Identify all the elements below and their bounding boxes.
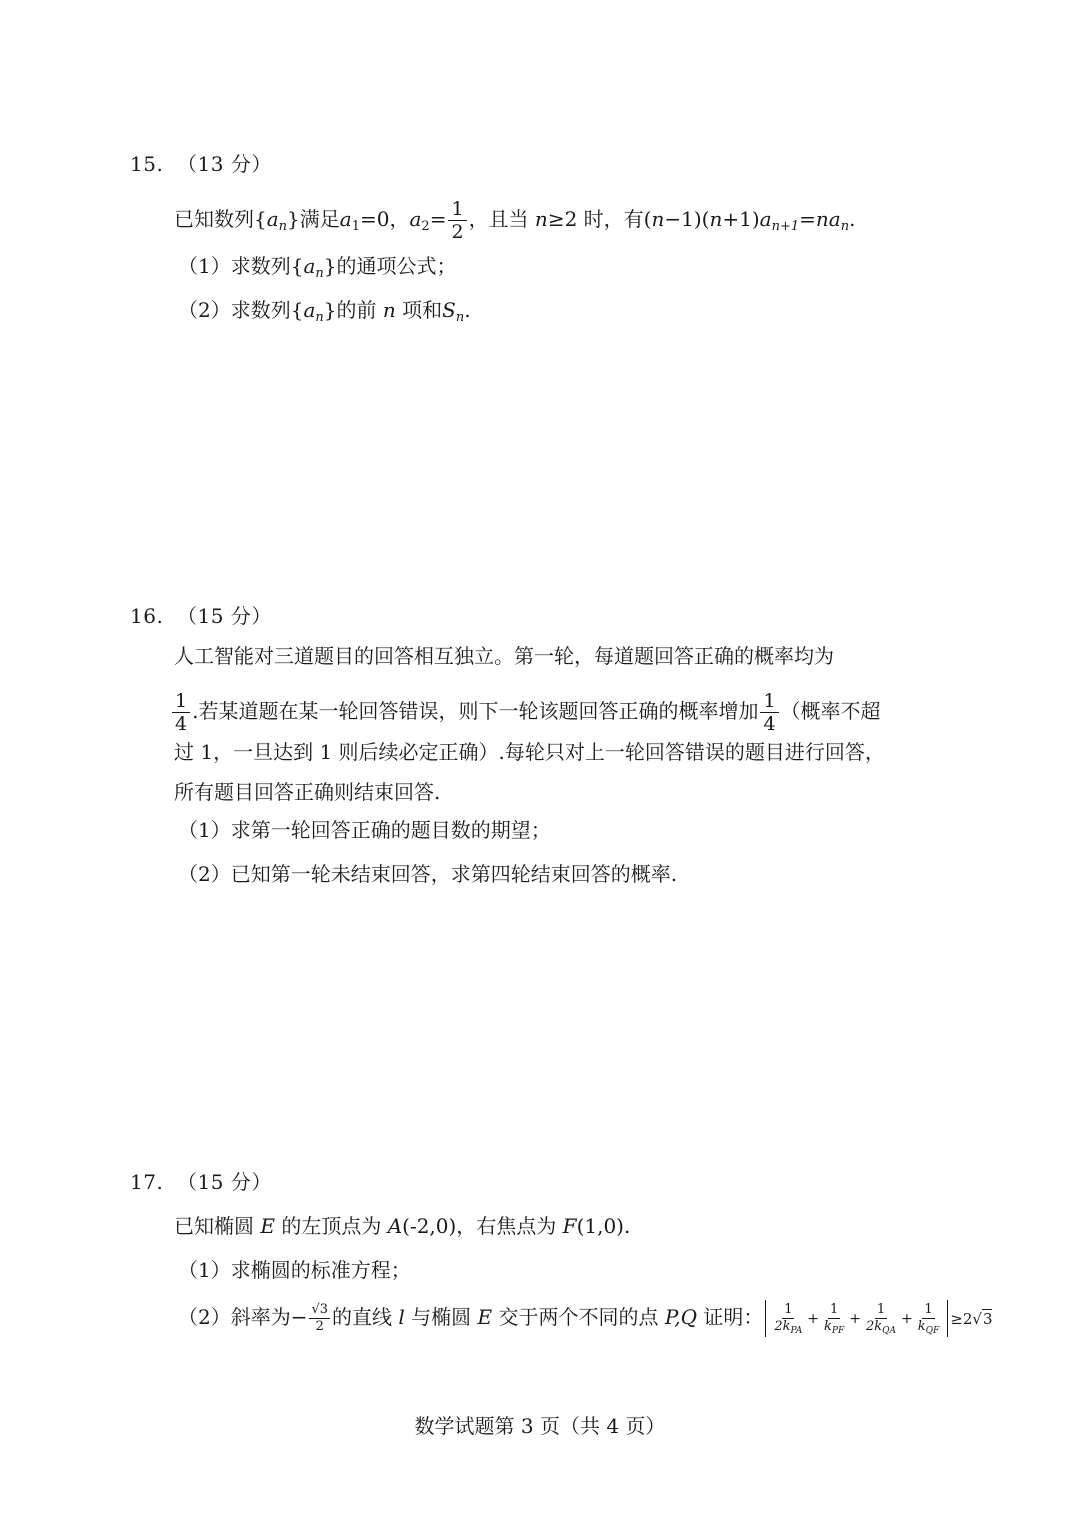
var-n: n <box>382 298 396 322</box>
var-n: n <box>534 207 548 231</box>
q17-number: 17. <box>130 1170 164 1194</box>
fraction-denominator: 4 <box>175 713 188 735</box>
q16-part2: （2）已知第一轮未结束回答，求第四轮结束回答的概率. <box>178 862 678 886</box>
q15-stem-text: ，且当 <box>468 207 529 231</box>
var-a: a <box>828 207 841 231</box>
q15-part1-text: }的通项公式； <box>323 254 457 278</box>
q15-stem-text: = <box>429 207 447 231</box>
fraction-numerator: 1 <box>876 1302 886 1317</box>
q16-line1: 人工智能对三道题目的回答相互独立。第一轮，每道题回答正确的概率均为 <box>174 644 834 668</box>
q17-score: （15 分） <box>177 1170 272 1194</box>
q15-part1 <box>178 252 457 280</box>
sub-n: n <box>455 310 465 325</box>
q17-part2-text: 的直线 <box>332 1305 399 1329</box>
sqrt-radicand: 3 <box>982 1310 993 1328</box>
q15-number: 15. <box>130 152 164 176</box>
q16-line2-text: （概率不超 <box>780 699 881 723</box>
q15-header <box>130 150 272 178</box>
sub-pa: PA <box>790 1326 803 1336</box>
absolute-value-expression <box>765 1300 948 1337</box>
var-e: E <box>477 1305 493 1329</box>
var-a: a <box>303 298 316 322</box>
var-n: n <box>709 207 723 231</box>
sub-2: 2 <box>421 219 430 234</box>
inequality-text: ≥2 <box>950 1310 973 1328</box>
q16-score: （15 分） <box>177 604 272 628</box>
fraction-term <box>863 1302 899 1335</box>
var-a: a <box>266 207 279 231</box>
var-a-point: A <box>387 1214 403 1238</box>
var-pq: P,Q <box>664 1305 698 1329</box>
sub-qa: QA <box>882 1326 896 1336</box>
plus-sign: + <box>849 1310 861 1327</box>
q15-part2 <box>178 296 471 324</box>
fraction-numerator: 1 <box>448 198 466 221</box>
q16-line2-text: .若某道题在某一轮回答错误，则下一轮该题回答正确的概率增加 <box>192 699 759 723</box>
fraction-numerator: 1 <box>829 1302 839 1317</box>
q15-part2-text: （2）求数列{ <box>178 298 304 322</box>
fraction-denominator: 2 <box>315 1319 324 1334</box>
q15-score: （13 分） <box>177 152 272 176</box>
q15-stem-text: +1) <box>722 207 760 231</box>
fraction-numerator: 1 <box>172 690 190 713</box>
q16-header <box>130 602 272 630</box>
k-symbol: 2k <box>865 1319 883 1334</box>
q16-line3: 过 1，一旦达到 1 则后续必定正确）.每轮只对上一轮回答错误的题目进行回答， <box>174 740 885 764</box>
q16-line2 <box>170 690 881 735</box>
var-l: l <box>398 1305 405 1329</box>
fraction-denominator <box>915 1319 943 1335</box>
q15-stem-text: =0， <box>360 207 410 231</box>
k-symbol: k <box>824 1319 832 1334</box>
q17-stem <box>174 1212 630 1240</box>
q16-part1: （1）求第一轮回答正确的题目数的期望； <box>178 818 551 842</box>
q17-part2: （2）斜率为− $\frac{√3}{2}$ 的直线 l 与椭圆 E 交于两个不同的点 P,Q 证明： $\frac{1}{2k_{PA}}$ + $\frac{1}{k_{PF}}$ + $\frac{1}{2k_{QA}}$ + $\frac{1}{k_{QF}}$ ≥2√3 <box>178 1302 993 1336</box>
q17-stem-text: 的左顶点为 <box>274 1214 388 1238</box>
fraction-denominator <box>821 1319 847 1335</box>
fraction-denominator <box>771 1319 805 1335</box>
sub-n: n <box>840 219 850 234</box>
q17-part2-text: 与椭圆 <box>404 1305 478 1329</box>
fraction-numerator: 1 <box>924 1302 933 1317</box>
q15-part1-text: （1）求数列{ <box>178 254 304 278</box>
q15-stem-text: 已知数列{ <box>174 207 267 231</box>
sub-pf: PF <box>831 1326 845 1336</box>
fraction-denominator <box>863 1319 899 1335</box>
q17-stem-text: (-2,0)，右焦点为 <box>402 1214 563 1238</box>
k-symbol: k <box>917 1319 926 1334</box>
sub-n-plus-1: n+1 <box>771 219 800 234</box>
var-a: a <box>303 254 316 278</box>
sub-n: n <box>315 266 324 281</box>
q15-stem <box>174 198 855 243</box>
q15-stem-text: −1)( <box>664 207 710 231</box>
sub-n: n <box>315 310 324 325</box>
q15-stem-text: ≥2 时，有( <box>547 207 652 231</box>
q16-line4: 所有题目回答正确则结束回答. <box>174 780 441 804</box>
var-f-point: F <box>562 1214 577 1238</box>
var-s: S <box>442 298 456 322</box>
fraction-one-half <box>448 198 466 243</box>
fraction-denominator: 2 <box>451 221 464 243</box>
fraction-term <box>915 1302 943 1335</box>
var-n: n <box>815 207 829 231</box>
fraction-one-quarter <box>760 690 778 735</box>
fraction-one-quarter <box>172 690 190 735</box>
fraction-sqrt3-over-2 <box>309 1302 330 1335</box>
var-n: n <box>651 207 665 231</box>
var-e: E <box>260 1214 275 1238</box>
q17-part2-text: （2）斜率为− <box>178 1305 308 1329</box>
plus-sign: + <box>901 1310 913 1327</box>
q15-part2-text: . <box>464 298 471 322</box>
fraction-numerator: 1 <box>784 1302 793 1317</box>
q15-part2-text: 项和 <box>395 298 443 322</box>
var-a: a <box>409 207 422 231</box>
fraction-term <box>771 1302 805 1335</box>
q15-stem-text: . <box>849 207 856 231</box>
q17-part2-text: 证明： <box>697 1305 764 1329</box>
q15-part2-text: }的前 <box>323 298 383 322</box>
q16-number: 16. <box>130 604 164 628</box>
plus-sign: + <box>807 1310 820 1327</box>
fraction-numerator: 1 <box>760 690 778 713</box>
sub-qf: QF <box>925 1326 940 1336</box>
q15-stem-text: }满足 <box>287 207 340 231</box>
fraction-term <box>821 1302 847 1335</box>
q17-part1: （1）求椭圆的标准方程； <box>178 1258 411 1282</box>
q17-header <box>130 1168 272 1196</box>
q17-stem-text: (1,0). <box>576 1214 631 1238</box>
var-a: a <box>759 207 772 231</box>
q15-stem-text: = <box>799 207 816 231</box>
sub-1: 1 <box>351 219 360 234</box>
sub-n: n <box>278 219 288 234</box>
k-symbol: 2k <box>774 1319 791 1334</box>
q17-stem-text: 已知椭圆 <box>174 1214 261 1238</box>
fraction-numerator: √3 <box>311 1302 329 1317</box>
q17-part2-text: 交于两个不同的点 <box>492 1305 665 1329</box>
page-footer: 数学试题第 3 页（共 4 页） <box>414 1414 666 1438</box>
var-a: a <box>339 207 352 231</box>
fraction-denominator: 4 <box>763 713 776 735</box>
